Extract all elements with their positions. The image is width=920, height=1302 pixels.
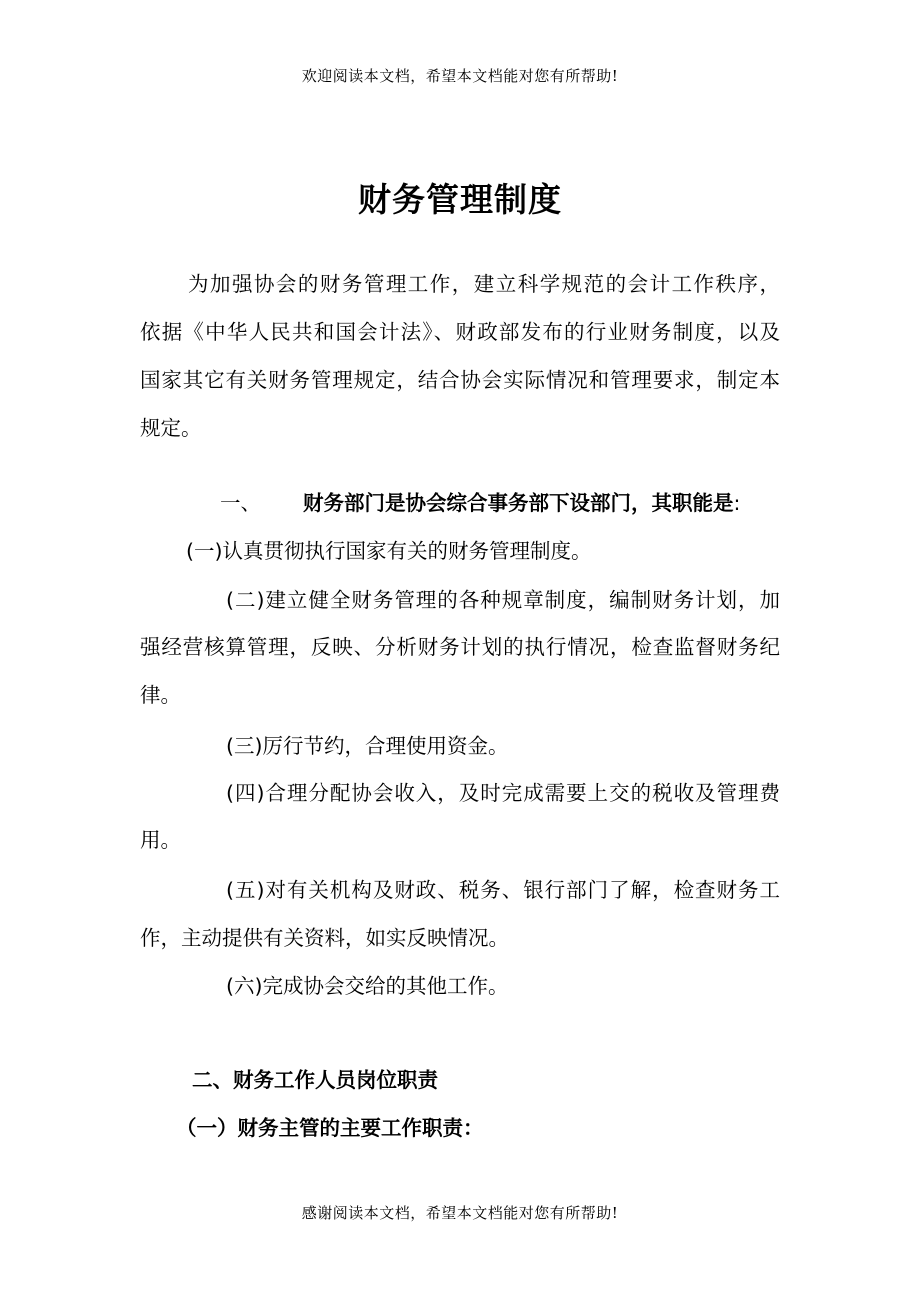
section1-item-2-line-3: 律。: [140, 683, 181, 707]
section2-subheading-1: （一）财务主管的主要工作职责：: [176, 1116, 484, 1140]
section1-item-2-line-2: 强经营核算管理，反映、分析财务计划的执行情况，检查监督财务纪: [140, 635, 780, 659]
page-footer: 感谢阅读本文档，希望本文档能对您有所帮助!: [301, 1204, 619, 1222]
section1-item-2-line-1: (二)建立健全财务管理的各种规章制度，编制财务计划，加: [226, 588, 780, 612]
section2-heading: 二、财务工作人员岗位职责: [192, 1068, 438, 1092]
section1-colon: :: [733, 491, 741, 515]
page-header: 欢迎阅读本文档，希望本文档能对您有所帮助!: [301, 67, 619, 85]
section1-heading-text: 财务部门是协会综合事务部下设部门，其职能是: [303, 491, 734, 515]
intro-line-2: 依据《中华人民共和国会计法》、财政部发布的行业财务制度，以及: [140, 320, 780, 344]
section1-item-5-line-2: 作，主动提供有关资料，如实反映情况。: [140, 926, 509, 950]
section1-item-6: (六)完成协会交给的其他工作。: [226, 974, 509, 998]
intro-line-1: 为加强协会的财务管理工作，建立科学规范的会计工作秩序，: [188, 272, 780, 296]
section1-item-4-line-1: (四)合理分配协会收入，及时完成需要上交的税收及管理费: [226, 781, 780, 805]
section1-item-3: (三)厉行节约，合理使用资金。: [226, 734, 509, 758]
section1-item-1: (一)认真贯彻执行国家有关的财务管理制度。: [186, 539, 592, 563]
section1-heading: [220, 489, 740, 517]
document-title: 财务管理制度: [358, 180, 562, 219]
section1-item-5-line-1: (五)对有关机构及财政、税务、银行部门了解，检查财务工: [226, 878, 780, 902]
section1-number: 一、: [220, 491, 261, 515]
intro-line-3: 国家其它有关财务管理规定，结合协会实际情况和管理要求，制定本: [140, 368, 780, 392]
intro-line-4: 规定。: [140, 416, 202, 440]
section1-item-4-line-2: 用。: [140, 828, 181, 852]
